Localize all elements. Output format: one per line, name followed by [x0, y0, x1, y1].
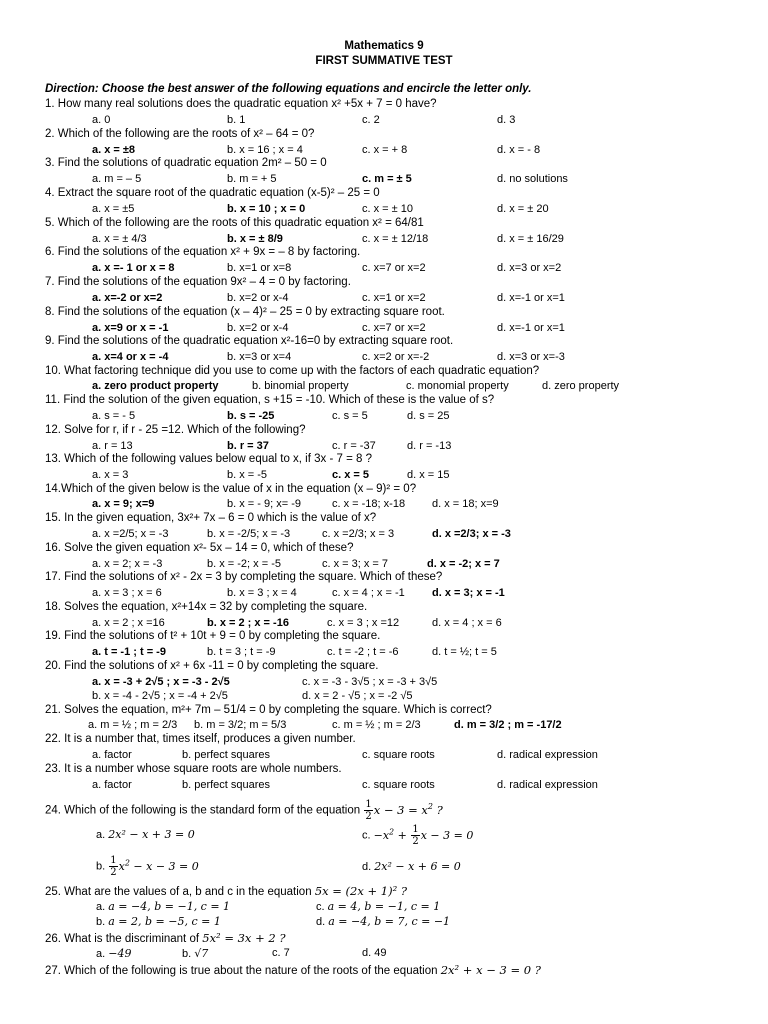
question-22: 22. It is a number that, times itself, produces a given number. — [45, 733, 356, 745]
q10-option-d[interactable]: d. zero property — [542, 380, 620, 392]
q7-option-c[interactable]: c. x=1 or x=2 — [362, 292, 426, 304]
q20-option-c[interactable]: c. x = -3 - 3√5 ; x = -3 + 3√5 — [302, 676, 438, 688]
question-25 — [45, 884, 407, 898]
q4-option-b[interactable]: b. x = 10 ; x = 0 — [227, 203, 306, 215]
question-15: 15. In the given equation, 3x²+ 7x – 6 = 0 which is the value of x? — [45, 512, 377, 524]
question-11: 11. Find the solution of the given equation, s +15 = -10. Which of these is the value of s? — [45, 394, 495, 406]
q8-option-a[interactable]: a. x=9 or x = -1 — [92, 322, 169, 334]
q27-text: 27. Which of the following is true about the nature of the roots of the equation — [45, 965, 438, 977]
q14-option-b[interactable]: b. x = - 9; x= -9 — [227, 498, 301, 510]
q6-option-a[interactable]: a. x =- 1 or x = 8 — [92, 262, 175, 274]
q14-option-c[interactable]: c. x = -18; x-18 — [332, 498, 406, 510]
q11-option-d[interactable]: d. s = 25 — [407, 410, 450, 422]
q13-option-d[interactable]: d. x = 15 — [407, 469, 450, 481]
q3-option-a[interactable]: a. m = – 5 — [92, 173, 142, 185]
q14-option-a[interactable]: a. x = 9; x=9 — [92, 498, 155, 510]
q4-option-d[interactable]: d. x = ± 20 — [497, 203, 549, 215]
question-9: 9. Find the solutions of the quadratic equation x²-16=0 by extracting square root. — [45, 335, 454, 347]
question-24 — [45, 799, 443, 822]
q9-option-d[interactable]: d. x=3 or x=-3 — [497, 351, 565, 363]
q16-option-b[interactable]: b. x = -2; x = -5 — [207, 558, 281, 570]
q13-option-b[interactable]: b. x = -5 — [227, 469, 268, 481]
q8-option-b[interactable]: b. x=2 or x-4 — [227, 322, 289, 334]
q21-option-d[interactable]: d. m = 3/2 ; m = -17/2 — [454, 719, 562, 731]
q2-option-b[interactable]: b. x = 16 ; x = 4 — [227, 144, 303, 156]
q24-option-a[interactable]: a. 2x² − x + 3 = 0 — [96, 828, 195, 841]
q12-option-d[interactable]: d. r = -13 — [407, 440, 452, 452]
q17-option-d[interactable]: d. x = 3; x = -1 — [432, 587, 505, 599]
q15-option-c[interactable]: c. x =2/3; x = 3 — [322, 528, 395, 540]
q19-option-c[interactable]: c. t = -2 ; t = -6 — [327, 646, 399, 658]
q24-option-c[interactable]: c. $-x^2$ + $\frac{1}{2}$ x − 3 = 0 — [362, 824, 474, 847]
question-27 — [45, 963, 541, 977]
q1-option-a[interactable]: a. 0 — [92, 114, 111, 126]
q9-option-c[interactable]: c. x=2 or x=-2 — [362, 351, 430, 363]
q12-option-b[interactable]: b. r = 37 — [227, 440, 269, 452]
q1-option-d[interactable]: d. 3 — [497, 114, 516, 126]
q7-option-a[interactable]: a. x=-2 or x=2 — [92, 292, 163, 304]
question-2: 2. Which of the following are the roots of x² – 64 = 0? — [45, 128, 315, 140]
q23-option-b[interactable]: b. perfect squares — [182, 779, 271, 791]
q11-option-b[interactable]: b. s = -25 — [227, 410, 275, 422]
question-4: 4. Extract the square root of the quadratic equation (x-5)² – 25 = 0 — [45, 187, 380, 199]
q9-option-b[interactable]: b. x=3 or x=4 — [227, 351, 292, 363]
question-13: 13. Which of the following values below equal to x, if 3x - 7 = 8 ? — [45, 453, 372, 465]
question-10: 10. What factoring technique did you use to come up with the factors of each quadratic equation? — [45, 365, 540, 377]
q4-option-c[interactable]: c. x = ± 10 — [362, 203, 413, 215]
question-3: 3. Find the solutions of quadratic equation 2m² – 50 = 0 — [45, 157, 327, 169]
q18-option-a[interactable]: a. x = 2 ; x =16 — [92, 617, 165, 629]
q6-option-d[interactable]: d. x=3 or x=2 — [497, 262, 562, 274]
q16-option-a[interactable]: a. x = 2; x = -3 — [92, 558, 163, 570]
q19-option-d[interactable]: d. t = ½; t = 5 — [432, 646, 497, 658]
q26-option-c[interactable]: c. 7 — [272, 947, 290, 959]
q3-option-d[interactable]: d. no solutions — [497, 173, 568, 185]
q17-option-c[interactable]: c. x = 4 ; x = -1 — [332, 587, 405, 599]
q26-text: 26. What is the discriminant of — [45, 933, 200, 945]
question-20: 20. Find the solutions of x² + 6x -11 = 0 by completing the square. — [45, 660, 379, 672]
q1-option-b[interactable]: b. 1 — [227, 114, 246, 126]
q3-option-b[interactable]: b. m = + 5 — [227, 173, 277, 185]
q19-option-a[interactable]: a. t = -1 ; t = -9 — [92, 646, 166, 658]
q18-option-c[interactable]: c. x = 3 ; x =12 — [327, 617, 400, 629]
q2-option-d[interactable]: d. x = - 8 — [497, 144, 541, 156]
q25-text: 25. What are the values of a, b and c in the equation — [45, 886, 312, 898]
q3-option-c[interactable]: c. m = ± 5 — [362, 173, 412, 185]
q25-option-d[interactable]: d. a = −4, b = 7, c = −1 — [316, 915, 451, 928]
q22-option-b[interactable]: b. perfect squares — [182, 749, 271, 761]
q5-option-a[interactable]: a. x = ± 4/3 — [92, 233, 147, 245]
q23-option-d[interactable]: d. radical expression — [497, 779, 598, 791]
subject-title: Mathematics 9 — [344, 40, 424, 52]
q24-option-b[interactable]: b. $\frac{1}{2}$ $x^2 - x - 3 = 0$ — [96, 855, 199, 878]
q19-option-b[interactable]: b. t = 3 ; t = -9 — [207, 646, 276, 658]
q25-option-c[interactable]: c. a = 4, b = −1, c = 1 — [316, 900, 441, 913]
q23-option-c[interactable]: c. square roots — [362, 779, 435, 791]
q25-equation: 5x = (2x + 1)² ? — [314, 884, 408, 898]
q17-option-b[interactable]: b. x = 3 ; x = 4 — [227, 587, 297, 599]
q20-option-b[interactable]: b. x = -4 - 2√5 ; x = -4 + 2√5 — [92, 690, 228, 702]
question-12: 12. Solve for r, if r - 25 =12. Which of the following? — [45, 424, 306, 436]
q27-equation: 2x² + x − 3 = 0 ? — [440, 963, 541, 977]
q26-option-a[interactable]: a. −49 — [96, 947, 132, 960]
q25-option-b[interactable]: b. a = 2, b = −5, c = 1 — [96, 915, 221, 928]
q10-option-a[interactable]: a. zero product property — [92, 380, 219, 392]
q24-option-d[interactable]: d. 2x² − x + 6 = 0 — [362, 860, 461, 873]
q1-option-c[interactable]: c. 2 — [362, 114, 380, 126]
q21-option-c[interactable]: c. m = ½ ; m = 2/3 — [332, 719, 421, 731]
q5-option-d[interactable]: d. x = ± 16/29 — [497, 233, 564, 245]
q11-option-c[interactable]: c. s = 5 — [332, 410, 368, 422]
q10-option-b[interactable]: b. binomial property — [252, 380, 349, 392]
question-1: 1. How many real solutions does the quadratic equation x² +5x + 7 = 0 have? — [45, 98, 437, 110]
q15-option-b[interactable]: b. x = -2/5; x = -3 — [207, 528, 291, 540]
q22-option-c[interactable]: c. square roots — [362, 749, 435, 761]
q8-option-c[interactable]: c. x=7 or x=2 — [362, 322, 426, 334]
q4-option-a[interactable]: a. x = ±5 — [92, 203, 135, 215]
question-8: 8. Find the solutions of the equation (x – 4)² – 25 = 0 by extracting square root. — [45, 306, 445, 318]
q2-option-a[interactable]: a. x = ±8 — [92, 144, 136, 156]
question-6: 6. Find the solutions of the equation x² + 9x = – 8 by factoring. — [45, 246, 361, 258]
q13-option-c[interactable]: c. x = 5 — [332, 469, 370, 481]
q24-equation: $\frac{1}{2}$ $x - 3 = x^2$ ? — [365, 799, 443, 822]
q15-option-a[interactable]: a. x =2/5; x = -3 — [92, 528, 169, 540]
q20-option-d[interactable]: d. x = 2 - √5 ; x = -2 √5 — [302, 690, 413, 702]
q26-option-d[interactable]: d. 49 — [362, 947, 387, 959]
q24-text: 24. Which of the following is the standard form of the equation — [45, 804, 361, 817]
q9-option-a[interactable]: a. x=4 or x = -4 — [92, 351, 169, 363]
q12-option-a[interactable]: a. r = 13 — [92, 440, 133, 452]
question-7: 7. Find the solutions of the equation 9x² – 4 = 0 by factoring. — [45, 276, 351, 288]
question-23: 23. It is a number whose square roots are whole numbers. — [45, 763, 342, 775]
q5-option-c[interactable]: c. x = ± 12/18 — [362, 233, 429, 245]
question-17: 17. Find the solutions of x² - 2x = 3 by completing the square. Which of these? — [45, 571, 443, 583]
q7-option-b[interactable]: b. x=2 or x-4 — [227, 292, 289, 304]
question-5: 5. Which of the following are the roots of this quadratic equation x² = 64/81 — [45, 217, 424, 229]
question-18: 18. Solves the equation, x²+14x = 32 by completing the square. — [45, 601, 368, 613]
question-16: 16. Solve the given equation x²- 5x – 14 = 0, which of these? — [45, 542, 354, 554]
q22-option-a[interactable]: a. factor — [92, 749, 132, 761]
test-title: FIRST SUMMATIVE TEST — [315, 55, 453, 67]
q11-option-a[interactable]: a. s = - 5 — [92, 410, 136, 422]
q18-option-b[interactable]: b. x = 2 ; x = -16 — [207, 617, 289, 629]
question-14: 14.Which of the given below is the value of x in the equation (x – 9)² = 0? — [45, 483, 417, 495]
q5-option-b[interactable]: b. x = ± 8/9 — [227, 233, 283, 245]
q16-option-d[interactable]: d. x = -2; x = 7 — [427, 558, 500, 570]
q26-equation: 5x² = 3x + 2 ? — [202, 931, 286, 945]
q8-option-d[interactable]: d. x=-1 or x=1 — [497, 322, 565, 334]
q16-option-c[interactable]: c. x = 3; x = 7 — [322, 558, 389, 570]
q22-option-d[interactable]: d. radical expression — [497, 749, 598, 761]
question-19: 19. Find the solutions of t² + 10t + 9 = 0 by completing the square. — [45, 630, 381, 642]
q6-option-c[interactable]: c. x=7 or x=2 — [362, 262, 426, 274]
q6-option-b[interactable]: b. x=1 or x=8 — [227, 262, 292, 274]
q25-option-a[interactable]: a. a = −4, b = −1, c = 1 — [96, 900, 231, 913]
q7-option-d[interactable]: d. x=-1 or x=1 — [497, 292, 565, 304]
direction-text: Direction: Choose the best answer of the following equations and encircle the letter only. — [45, 83, 532, 95]
q21-option-a[interactable]: a. m = ½ ; m = 2/3 — [88, 719, 178, 731]
q10-option-c[interactable]: c. monomial property — [406, 380, 509, 392]
q17-option-a[interactable]: a. x = 3 ; x = 6 — [92, 587, 162, 599]
question-21: 21. Solves the equation, m²+ 7m – 51/4 = 0 by completing the square. Which is correct? — [45, 704, 492, 716]
q24-option-d-equation: 2x² − x + 6 = 0 — [374, 860, 461, 873]
question-26 — [45, 931, 286, 945]
q12-option-c[interactable]: c. r = -37 — [332, 440, 376, 452]
q26-option-b[interactable]: b. √7 — [182, 947, 209, 960]
q20-option-a[interactable]: a. x = -3 + 2√5 ; x = -3 - 2√5 — [92, 676, 230, 688]
q2-option-c[interactable]: c. x = + 8 — [362, 144, 408, 156]
q18-option-d[interactable]: d. x = 4 ; x = 6 — [432, 617, 502, 629]
q14-option-d[interactable]: d. x = 18; x=9 — [432, 498, 499, 510]
q15-option-d[interactable]: d. x =2/3; x = -3 — [432, 528, 511, 540]
q21-option-b[interactable]: b. m = 3/2; m = 5/3 — [194, 719, 287, 731]
q24-option-a-equation: 2x² − x + 3 = 0 — [108, 828, 195, 841]
q23-option-a[interactable]: a. factor — [92, 779, 132, 791]
q13-option-a[interactable]: a. x = 3 — [92, 469, 129, 481]
